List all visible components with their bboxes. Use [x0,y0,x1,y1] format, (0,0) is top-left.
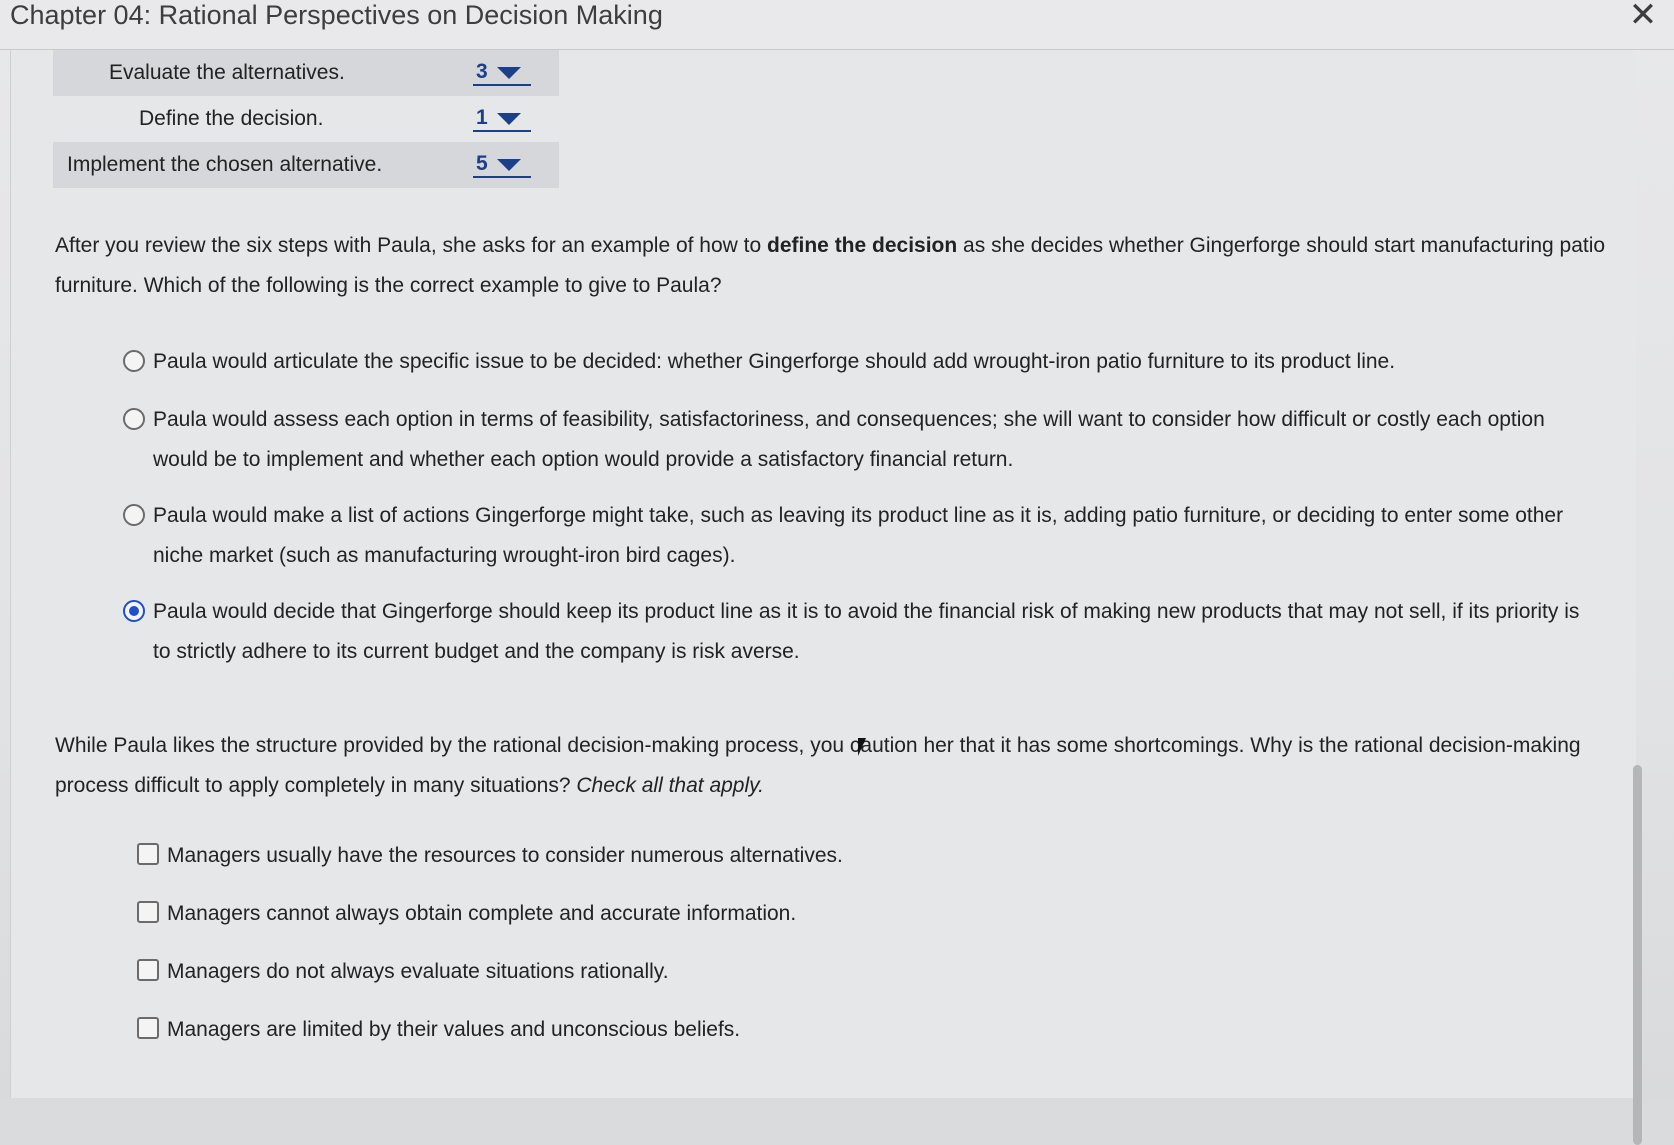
ordering-table [53,50,559,188]
checkbox-option[interactable] [137,836,1617,876]
checkbox-option-label: Managers do not always evaluate situations rationally. [167,960,669,983]
checkbox-option[interactable] [137,1010,1617,1050]
radio-option[interactable] [123,496,1603,576]
radio-option-label: Paula would make a list of actions Gingerforge might take, such as leaving its product line as it is, adding patio furniture, or deciding to enter some other niche market (such as manufacturing wrought-iron bird cages). [153,504,1564,567]
ordering-row-label: Define the decision. [139,107,324,130]
radio-option-label: Paula would assess each option in terms of feasibility, satisfactoriness, and consequences; she will want to consider how difficult or costly each option would be to implement and whether each option would provide a satisfactory financial return. [153,408,1545,471]
ordering-dropdown[interactable] [473,58,531,86]
caret-down-icon [497,113,521,125]
checkbox-icon[interactable] [137,901,159,923]
page-title: Chapter 04: Rational Perspectives on Decision Making [10,0,663,30]
checkbox-option-label: Managers are limited by their values and unconscious beliefs. [167,1018,741,1041]
mouse-cursor-icon [858,738,866,756]
close-icon[interactable]: ✕ [1628,0,1658,34]
radio-option-label: Paula would decide that Gingerforge should keep its product line as it is to avoid the financial risk of making new products that may not sell, if its priority is to strictly adhere to its current budget and the company is risk averse. [153,600,1580,663]
radio-button-checked-icon[interactable] [123,600,145,622]
question-1-prompt [55,226,1615,306]
vertical-scrollbar[interactable] [1633,765,1642,1145]
ordering-dropdown[interactable] [473,150,531,178]
question-2-prompt [55,726,1615,806]
question-content [10,50,1636,1098]
ordering-dropdown-value: 5 [476,152,488,175]
ordering-dropdown-value: 1 [476,106,488,129]
checkbox-icon[interactable] [137,959,159,981]
radio-button-icon[interactable] [123,350,145,372]
radio-button-icon[interactable] [123,504,145,526]
checkbox-option[interactable] [137,894,1617,934]
prompt-text: After you review the six steps with Paula, she asks for an example of how to [55,234,768,257]
radio-option[interactable] [123,342,1603,382]
radio-option-label: Paula would articulate the specific issue to be decided: whether Gingerforge should add wrought-iron patio furniture to its product line. [153,350,1396,373]
ordering-dropdown[interactable] [473,104,531,132]
title-bar [0,0,1674,50]
checkbox-option[interactable] [137,952,1617,992]
ordering-row [53,50,559,96]
ordering-row-label: Evaluate the alternatives. [109,61,345,84]
checkbox-icon[interactable] [137,1017,159,1039]
checkbox-option-label: Managers cannot always obtain complete and accurate information. [167,902,797,925]
radio-option-selected[interactable] [123,592,1603,672]
ordering-dropdown-value: 3 [476,60,488,83]
ordering-row [53,96,559,142]
caret-down-icon [497,159,521,171]
ordering-row [53,142,559,188]
prompt-text: as she decides whether Gingerforge should start manufacturing patio furniture. Which of the following is the correct example to give to Paula? [55,234,1606,297]
radio-button-icon[interactable] [123,408,145,430]
checkbox-icon[interactable] [137,843,159,865]
radio-option[interactable] [123,400,1603,480]
prompt-text: While Paula likes the structure provided by the rational decision-making process, you caution her that it has some shortcomings. Why is the rational decision-making process difficult to apply completely in many situations? [55,734,1581,797]
caret-down-icon [497,67,521,79]
ordering-row-label: Implement the chosen alternative. [67,153,383,176]
prompt-bold-text: define the decision [767,234,958,257]
checkbox-option-label: Managers usually have the resources to consider numerous alternatives. [167,844,843,867]
prompt-italic-text: Check all that apply. [576,774,764,797]
